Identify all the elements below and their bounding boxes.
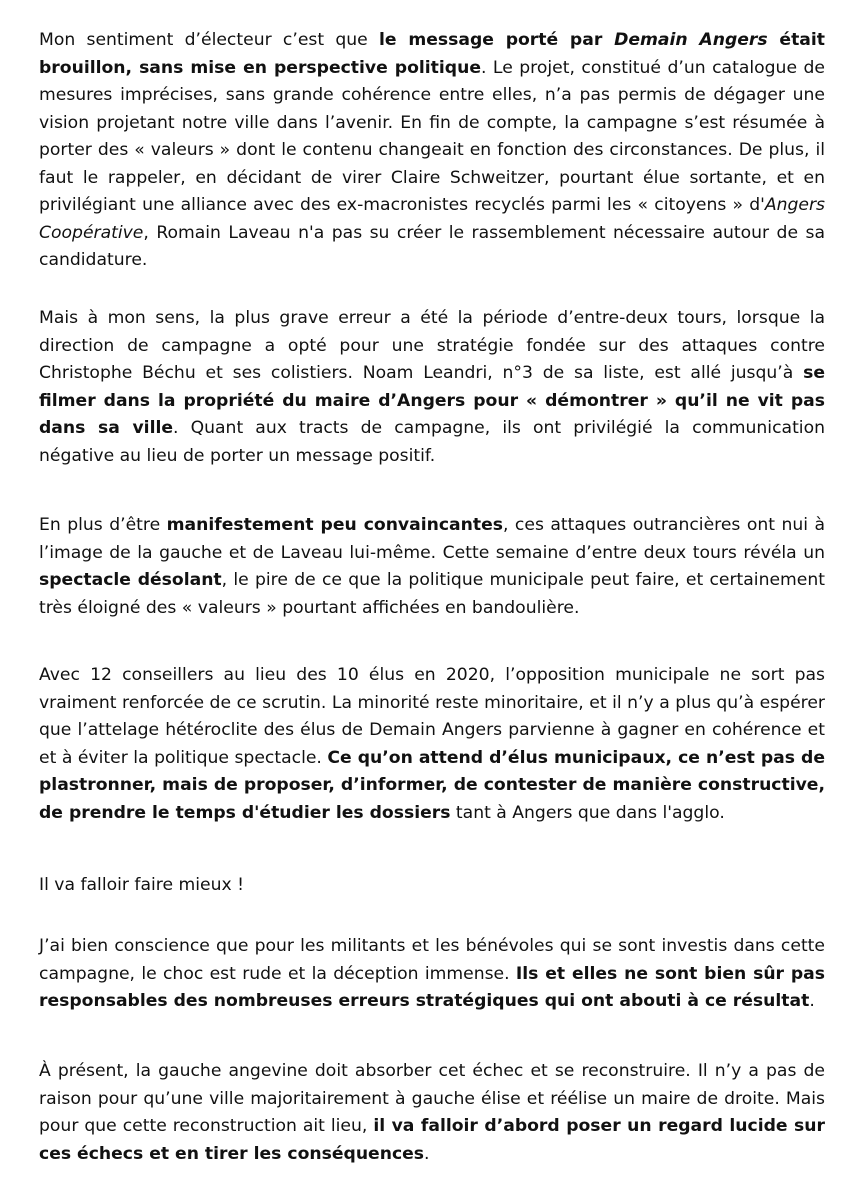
- text-segment: À présent, la gauche angevine doit absorber cet échec et se reconstruire. Il n’y a pas de raison pour qu’une ville majoritairement à gauche élise et réélise un maire de droite. Mais pour que cette reconstruction ait lieu,: [39, 1061, 825, 1136]
- paragraph-3: [39, 512, 825, 622]
- bold-text-segment: Ils et elles ne sont bien sûr pas responsables des nombreuses erreurs stratégiques qui ont abouti à ce résultat: [39, 963, 825, 1011]
- paragraph-7: [39, 1058, 825, 1168]
- text-segment: Il va falloir faire mieux !: [39, 875, 245, 895]
- text-segment: J’ai bien conscience que pour les militants et les bénévoles qui se sont investis dans cette campagne, le choc est rude et la déception immense.: [39, 936, 825, 984]
- text-segment: , le pire de ce que la politique municipale peut faire, et certainement très éloigné des « valeurs » pourtant affichées en bandoulière.: [39, 570, 825, 618]
- text-segment: Avec 12 conseillers au lieu des 10 élus en 2020, l’opposition municipale ne sort pas vraiment renforcée de ce scrutin. La minorité reste minoritaire, et il n’y a plus qu’à espérer que l’attelage hétéroclite des élus de Demain Angers parvienne à gagner en cohérence et et à éviter la politique spectacle.: [39, 665, 825, 768]
- text-segment: .: [809, 991, 815, 1011]
- text-segment: Mais à mon sens, la plus grave erreur a été la période d’entre-deux tours, lorsque la direction de campagne a opté pour une stratégie fondée sur des attaques contre Christophe Béchu et ses colistiers. Noam Leandri, n°3 de sa liste, est allé jusqu’à: [39, 308, 825, 383]
- bold-text-segment: le message porté par: [379, 30, 615, 50]
- paragraph-4: [39, 662, 825, 827]
- text-segment: , ces attaques outrancières ont nui à l’image de la gauche et de Laveau lui-même. Cette semaine d’entre deux tours révéla un: [39, 515, 826, 563]
- text-segment: , Romain Laveau n'a pas su créer le rassemblement nécessaire autour de sa candidature.: [39, 222, 825, 270]
- text-segment: . Quant aux tracts de campagne, ils ont privilégié la communication négative au lieu de porter un message positif.: [39, 418, 825, 466]
- paragraph-2: [39, 305, 825, 470]
- bold-text-segment: Ce qu’on attend d’élus municipaux, ce n’est pas de plastronner, mais de proposer, d’informer, de contester de manière constructive, de prendre le temps d'étudier les dossiers: [39, 747, 825, 823]
- text-segment: En plus d’être: [39, 515, 167, 535]
- paragraph-1: [39, 27, 825, 275]
- text-segment: Mon sentiment d’électeur c’est que: [39, 30, 379, 50]
- bold-text-segment: il va falloir d’abord poser un regard lucide sur ces échecs et en tirer les conséquences: [39, 1116, 826, 1164]
- text-segment: tant à Angers que dans l'agglo.: [450, 802, 725, 823]
- text-segment: .: [424, 1143, 430, 1164]
- paragraph-5: [39, 872, 825, 900]
- bold-text-segment: se filmer dans la propriété du maire d’Angers pour « démontrer » qu’il ne vit pas dans sa ville: [39, 363, 825, 438]
- italic-text-segment: Angers Coopérative: [39, 195, 825, 243]
- paragraph-6: [39, 933, 825, 1016]
- text-segment: . Le projet, constitué d’un catalogue de mesures imprécises, sans grande cohérence entre elles, n’a pas permis de dégager une vision projetant notre ville dans l’avenir. En fin de compte, la campagne s’est résumée à porter des « valeurs » dont le contenu changeait en fonction des circonstances. De plus, il faut le rappeler, en décidant de virer Claire Schweitzer, pourtant élue sortante, et en privilégiant une alliance avec des ex-macronistes recyclés parmi les « citoyens » d': [39, 57, 825, 215]
- bold-text-segment: manifestement peu convaincantes: [166, 515, 503, 535]
- bold-text-segment: spectacle désolant: [39, 570, 222, 590]
- bold-text-segment: était brouillon, sans mise en perspective politique: [39, 30, 825, 78]
- bold-italic-text-segment: Demain Angers: [614, 30, 768, 50]
